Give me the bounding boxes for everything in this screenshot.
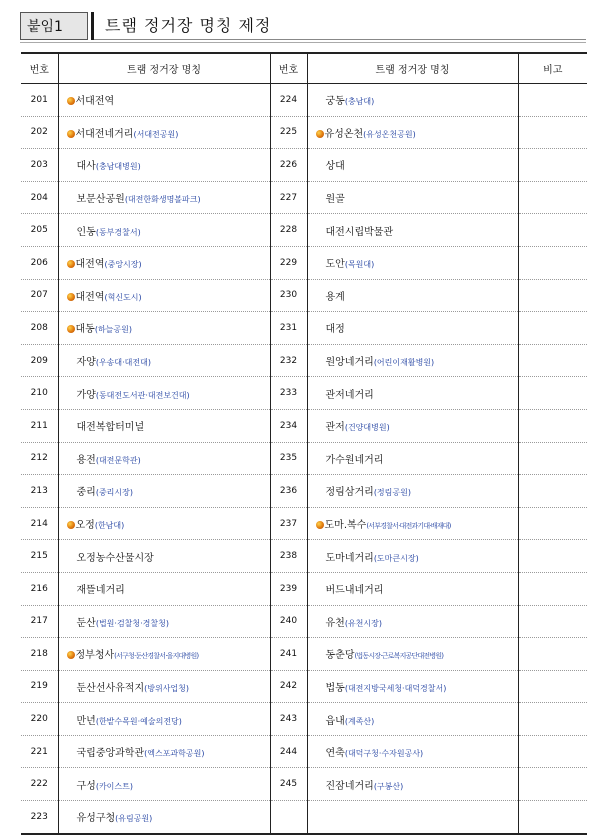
table-body (21, 84, 587, 834)
transfer-marker-icon (67, 260, 75, 268)
station-name-cell (58, 540, 270, 573)
station-name-cell (58, 703, 270, 736)
station-name-cell (307, 605, 518, 638)
table-row (21, 475, 587, 508)
header-number: 번호 (21, 53, 58, 84)
remarks-cell (518, 475, 587, 508)
station-number: 235 (270, 442, 307, 475)
station-name: 보문산공원 (76, 194, 125, 206)
station-name: 둔산선사유적지 (76, 682, 145, 694)
table-header-row (21, 53, 587, 84)
station-name-cell (307, 507, 518, 540)
station-name-cell (58, 279, 270, 312)
station-number: 213 (21, 475, 58, 508)
station-number: 232 (270, 344, 307, 377)
station-name-cell (58, 442, 270, 475)
station-name: 원앙네거리 (325, 357, 374, 369)
station-name-cell (307, 540, 518, 573)
station-name-cell (307, 442, 518, 475)
station-name: 가양 (76, 389, 96, 401)
table-row (21, 149, 587, 182)
station-name: 대전역 (75, 291, 105, 303)
station-name: 재뜰네거리 (76, 585, 125, 597)
station-subtitle: (하늘공원) (94, 325, 132, 335)
station-name: 관저 (325, 422, 345, 434)
station-name: 서대전네거리 (75, 128, 134, 140)
station-name-cell (307, 181, 518, 214)
station-subtitle: (충남대) (344, 97, 375, 107)
remarks-cell (518, 670, 587, 703)
station-name-cell (307, 409, 518, 442)
station-name: 상대 (325, 161, 345, 173)
remarks-cell (518, 605, 587, 638)
station-name: 둔산 (76, 617, 96, 629)
station-name: 읍내 (325, 715, 345, 727)
header-number-2: 번호 (270, 53, 307, 84)
station-name-cell (58, 116, 270, 149)
table-row (21, 409, 587, 442)
station-name-cell (58, 670, 270, 703)
transfer-marker-icon (316, 130, 324, 138)
remarks-cell (518, 638, 587, 671)
remarks-cell (518, 214, 587, 247)
station-name-cell (58, 409, 270, 442)
transfer-marker-icon (316, 521, 324, 529)
station-name: 대정 (325, 324, 345, 336)
station-subtitle: (건양대병원) (344, 423, 390, 433)
table-row (21, 344, 587, 377)
station-name: 용계 (325, 291, 345, 303)
attachment-label: 붙임1 (20, 12, 88, 40)
station-name-cell (307, 116, 518, 149)
station-name: 대전시립박물관 (325, 226, 394, 238)
station-name: 유성온천 (324, 128, 364, 140)
station-name-cell (307, 801, 518, 834)
station-name: 대사 (76, 161, 96, 173)
station-name-cell (58, 377, 270, 410)
station-subtitle: (우송대·대전대) (95, 358, 151, 368)
table-row (21, 84, 587, 117)
station-name: 서대전역 (75, 96, 115, 108)
station-subtitle: (대덕구청·수자원공사) (344, 749, 424, 759)
station-subtitle: (동부경찰서) (95, 227, 141, 237)
station-number: 212 (21, 442, 58, 475)
station-name-cell (58, 801, 270, 834)
station-number: 202 (21, 116, 58, 149)
station-number: 207 (21, 279, 58, 312)
station-subtitle: (충남대병원) (95, 162, 141, 172)
station-name-cell (58, 507, 270, 540)
remarks-cell (518, 84, 587, 117)
transfer-marker-icon (67, 521, 75, 529)
station-table (21, 52, 587, 835)
station-name: 국립중앙과학관 (76, 748, 145, 760)
station-subtitle: (목원대) (344, 260, 375, 270)
station-number: 231 (270, 312, 307, 345)
station-number: 208 (21, 312, 58, 345)
table-row (21, 801, 587, 834)
header-station-name: 트램 정거장 명칭 (58, 53, 270, 84)
table-row (21, 312, 587, 345)
table-row (21, 442, 587, 475)
transfer-marker-icon (67, 97, 75, 105)
station-name: 가수원네거리 (325, 454, 384, 466)
station-name-cell (58, 84, 270, 117)
station-name-cell (58, 214, 270, 247)
remarks-cell (518, 572, 587, 605)
station-name: 정림삼거리 (325, 487, 374, 499)
remarks-cell (518, 246, 587, 279)
remarks-cell (518, 442, 587, 475)
station-number: 226 (270, 149, 307, 182)
station-name: 버드내네거리 (325, 585, 384, 597)
remarks-cell (518, 540, 587, 573)
station-name-cell (58, 735, 270, 768)
station-number: 224 (270, 84, 307, 117)
station-name: 원골 (325, 194, 345, 206)
remarks-cell (518, 312, 587, 345)
station-name: 인동 (76, 226, 96, 238)
station-name-cell (307, 246, 518, 279)
station-number: 227 (270, 181, 307, 214)
table-row (21, 572, 587, 605)
station-name-cell (307, 572, 518, 605)
station-number (270, 801, 307, 834)
station-name-cell (307, 475, 518, 508)
remarks-cell (518, 409, 587, 442)
station-name-cell (307, 214, 518, 247)
remarks-cell (518, 801, 587, 834)
station-name: 진잠네거리 (325, 780, 374, 792)
station-subtitle: (구봉산) (373, 781, 404, 791)
station-name: 동춘당 (325, 650, 355, 662)
transfer-marker-icon (67, 293, 75, 301)
station-subtitle: (한밭수목원·예술의전당) (95, 716, 182, 726)
station-name: 만년 (76, 715, 96, 727)
title-box (91, 12, 586, 40)
station-number: 238 (270, 540, 307, 573)
station-number: 243 (270, 703, 307, 736)
station-subtitle: (대전문학관) (95, 455, 141, 465)
transfer-marker-icon (67, 325, 75, 333)
station-number: 220 (21, 703, 58, 736)
station-number: 214 (21, 507, 58, 540)
station-name-cell (307, 638, 518, 671)
station-number: 230 (270, 279, 307, 312)
remarks-cell (518, 507, 587, 540)
station-number: 210 (21, 377, 58, 410)
station-subtitle: (정림공원) (373, 488, 411, 498)
station-name: 구성 (76, 780, 96, 792)
station-name: 궁동 (325, 96, 345, 108)
station-name: 오정 (75, 520, 95, 532)
station-number: 205 (21, 214, 58, 247)
station-number: 201 (21, 84, 58, 117)
station-name: 대동 (75, 324, 95, 336)
station-name: 대전복합터미널 (76, 422, 145, 434)
page-header (20, 12, 586, 42)
remarks-cell (518, 735, 587, 768)
station-number: 219 (21, 670, 58, 703)
table-row (21, 507, 587, 540)
table-row (21, 377, 587, 410)
station-subtitle: (혁신도시) (104, 292, 142, 302)
station-name-cell (307, 344, 518, 377)
station-name-cell (307, 84, 518, 117)
station-subtitle: (중앙시장) (104, 260, 142, 270)
station-name-cell (307, 735, 518, 768)
station-subtitle: (서대전공원) (133, 129, 179, 139)
station-subtitle: (동대전도서관·대전보건대) (95, 390, 190, 400)
station-name-cell (307, 312, 518, 345)
station-subtitle: (대전지방국세청·대덕경찰서) (344, 683, 447, 693)
station-subtitle: (계족산) (344, 716, 375, 726)
station-name: 유천 (325, 617, 345, 629)
table-row (21, 670, 587, 703)
station-subtitle: (한남대) (94, 521, 125, 531)
station-name-cell (58, 572, 270, 605)
page-title: 트램 정거장 명칭 제정 (105, 16, 272, 35)
table-row (21, 116, 587, 149)
station-number: 239 (270, 572, 307, 605)
station-name: 자양 (76, 357, 96, 369)
station-subtitle: (카이스트) (95, 781, 133, 791)
station-name: 중리 (76, 487, 96, 499)
station-number: 245 (270, 768, 307, 801)
station-subtitle: (서구청·둔산경찰서·을지대병원) (114, 652, 199, 661)
title-bar-accent (91, 12, 94, 40)
station-number: 206 (21, 246, 58, 279)
station-subtitle: (어린이재활병원) (373, 358, 435, 368)
station-name-cell (307, 670, 518, 703)
station-number: 221 (21, 735, 58, 768)
station-name-cell (58, 475, 270, 508)
station-name: 도마네거리 (325, 552, 374, 564)
station-name: 용전 (76, 454, 96, 466)
table-row (21, 181, 587, 214)
station-subtitle: (유림공원) (115, 814, 153, 824)
table-row (21, 246, 587, 279)
station-number: 218 (21, 638, 58, 671)
station-number: 225 (270, 116, 307, 149)
remarks-cell (518, 703, 587, 736)
station-subtitle: (유천시장) (344, 618, 382, 628)
station-number: 209 (21, 344, 58, 377)
station-subtitle: (중리시장) (95, 488, 133, 498)
station-subtitle: (엑스포과학공원) (144, 749, 205, 759)
station-name: 도마.복수 (324, 520, 367, 532)
station-name-cell (307, 149, 518, 182)
station-number: 242 (270, 670, 307, 703)
table-row (21, 735, 587, 768)
header-station-name-2: 트램 정거장 명칭 (307, 53, 518, 84)
table-row (21, 768, 587, 801)
station-number: 211 (21, 409, 58, 442)
remarks-cell (518, 279, 587, 312)
table-row (21, 214, 587, 247)
remarks-cell (518, 181, 587, 214)
station-subtitle: (대전한화생명볼파크) (124, 195, 201, 205)
table-row (21, 703, 587, 736)
station-subtitle: (도마큰시장) (373, 553, 419, 563)
station-name: 도안 (325, 259, 345, 271)
station-name: 연축 (325, 748, 345, 760)
station-subtitle: (방위사업청) (144, 683, 190, 693)
station-number: 222 (21, 768, 58, 801)
station-name-cell (58, 181, 270, 214)
header-divider (20, 42, 586, 43)
station-number: 204 (21, 181, 58, 214)
station-name-cell (58, 768, 270, 801)
station-number: 223 (21, 801, 58, 834)
station-name: 법동 (325, 682, 345, 694)
station-name-cell (307, 377, 518, 410)
transfer-marker-icon (67, 651, 75, 659)
remarks-cell (518, 149, 587, 182)
table-row (21, 279, 587, 312)
station-name-cell (307, 768, 518, 801)
station-name-cell (58, 344, 270, 377)
station-number: 229 (270, 246, 307, 279)
station-number: 215 (21, 540, 58, 573)
station-number: 216 (21, 572, 58, 605)
table-row (21, 605, 587, 638)
station-number: 237 (270, 507, 307, 540)
station-number: 228 (270, 214, 307, 247)
station-name: 대전역 (75, 259, 105, 271)
station-number: 240 (270, 605, 307, 638)
station-subtitle: (서부경찰서·대전과기대·배재대) (366, 522, 451, 531)
remarks-cell (518, 344, 587, 377)
station-name-cell (58, 312, 270, 345)
station-name: 정부청사 (75, 650, 115, 662)
station-name: 오정농수산물시장 (76, 552, 154, 564)
station-name-cell (307, 279, 518, 312)
station-name-cell (58, 149, 270, 182)
station-number: 233 (270, 377, 307, 410)
station-number: 244 (270, 735, 307, 768)
station-name-cell (58, 246, 270, 279)
station-subtitle: (법동시장·근로복지공단대전병원) (354, 652, 444, 661)
station-subtitle: (법원·검찰청·경찰청) (95, 618, 169, 628)
station-name: 유성구청 (76, 813, 116, 825)
table-row (21, 638, 587, 671)
station-number: 234 (270, 409, 307, 442)
station-name: 관저네거리 (325, 389, 374, 401)
remarks-cell (518, 377, 587, 410)
table-row (21, 540, 587, 573)
remarks-cell (518, 116, 587, 149)
station-number: 217 (21, 605, 58, 638)
remarks-cell (518, 768, 587, 801)
station-name-cell (307, 703, 518, 736)
station-name-cell (58, 638, 270, 671)
transfer-marker-icon (67, 130, 75, 138)
station-number: 241 (270, 638, 307, 671)
station-number: 203 (21, 149, 58, 182)
station-subtitle: (유성온천공원) (363, 129, 416, 139)
station-number: 236 (270, 475, 307, 508)
station-name-cell (58, 605, 270, 638)
header-remarks: 비고 (518, 53, 587, 84)
